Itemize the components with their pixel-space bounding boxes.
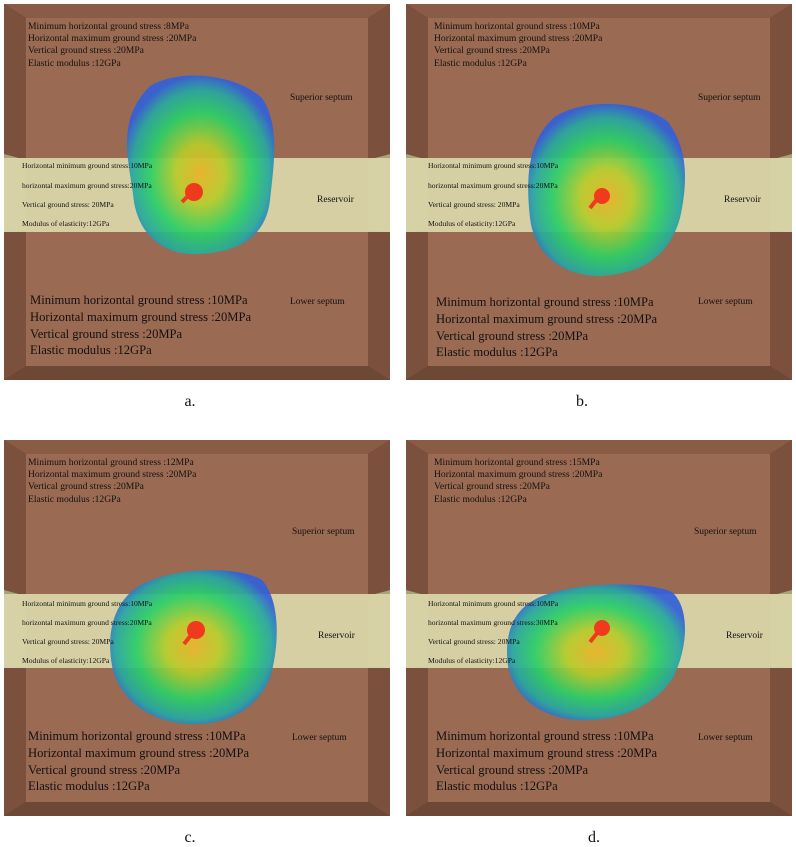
zone-label-lower: Lower septum bbox=[290, 297, 345, 307]
param-line: Elastic modulus :12GPa bbox=[28, 779, 150, 794]
caption-b: b. bbox=[576, 393, 588, 410]
param-line: Elastic modulus :12GPa bbox=[28, 57, 121, 69]
reservoir-param-2: horizontal maximum ground stress:20MPa bbox=[428, 181, 558, 190]
param-line: Elastic modulus :12GPa bbox=[436, 345, 558, 360]
reservoir-param-4: Modulus of elasticity:12GPa bbox=[22, 656, 110, 665]
lower-septum-params bbox=[28, 730, 249, 797]
param-line: Horizontal maximum ground stress :20MPa bbox=[434, 469, 603, 481]
param-line: Minimum horizontal ground stress :10MPa bbox=[436, 729, 654, 743]
reservoir-param-4: Modulus of elasticity:12GPa bbox=[428, 219, 516, 228]
reservoir-param-2: horizontal maximum ground stress:20MPa bbox=[22, 618, 152, 627]
reservoir-param-3: Vertical ground stress: 20MPa bbox=[428, 200, 520, 209]
reservoir-param-1: Horizontal minimum ground stress:10MPa bbox=[428, 599, 559, 608]
panel-d bbox=[406, 440, 792, 816]
param-line: Minimum horizontal ground stress :10MPa bbox=[434, 21, 600, 32]
reservoir-param-1: Horizontal minimum ground stress:10MPa bbox=[428, 161, 559, 170]
lower-septum-params bbox=[30, 294, 251, 361]
panel-c bbox=[4, 440, 390, 816]
param-line: Vertical ground stress :20MPa bbox=[434, 45, 550, 57]
param-line: Vertical ground stress :20MPa bbox=[434, 481, 550, 493]
param-line: Minimum horizontal ground stress :10MPa bbox=[28, 729, 246, 743]
reservoir-param-4: Modulus of elasticity:12GPa bbox=[22, 219, 110, 228]
param-line: Elastic modulus :12GPa bbox=[436, 779, 558, 794]
zone-label-lower: Lower septum bbox=[698, 733, 753, 743]
reservoir-param-1: Horizontal minimum ground stress:10MPa bbox=[22, 161, 153, 170]
param-line: Vertical ground stress :20MPa bbox=[30, 326, 183, 341]
param-line: Minimum horizontal ground stress :12MPa bbox=[28, 457, 194, 468]
superior-septum-params bbox=[434, 22, 602, 71]
caption-a: a. bbox=[184, 393, 196, 410]
param-line: Vertical ground stress :20MPa bbox=[436, 328, 589, 343]
param-line: Minimum horizontal ground stress :10MPa bbox=[30, 293, 248, 307]
param-line: Elastic modulus :12GPa bbox=[434, 57, 527, 69]
lower-septum-params bbox=[436, 296, 657, 363]
param-line: Elastic modulus :12GPa bbox=[30, 343, 152, 358]
reservoir-param-2: horizontal maximum ground stress:20MPa bbox=[22, 181, 152, 190]
superior-septum-params bbox=[434, 458, 602, 507]
param-line: Elastic modulus :12GPa bbox=[434, 493, 527, 505]
reservoir-param-4: Modulus of elasticity:12GPa bbox=[428, 656, 516, 665]
lower-septum-params bbox=[436, 730, 657, 797]
superior-septum-params bbox=[28, 458, 196, 507]
param-line: Horizontal maximum ground stress :20MPa bbox=[436, 311, 658, 326]
param-line: Horizontal maximum ground stress :20MPa bbox=[436, 745, 658, 760]
param-line: Vertical ground stress :20MPa bbox=[28, 481, 144, 493]
panel-a bbox=[4, 4, 390, 380]
param-line: Horizontal maximum ground stress :20MPa bbox=[28, 745, 250, 760]
param-line: Horizontal maximum ground stress :20MPa bbox=[28, 469, 197, 481]
reservoir-param-3: Vertical ground stress: 20MPa bbox=[22, 200, 114, 209]
zone-label-reservoir: Reservoir bbox=[318, 631, 355, 641]
reservoir-param-3: Vertical ground stress: 20MPa bbox=[22, 637, 114, 646]
zone-label-superior: Superior septum bbox=[694, 527, 757, 537]
fracture-cloud bbox=[110, 570, 277, 724]
param-line: Vertical ground stress :20MPa bbox=[28, 45, 144, 57]
zone-label-superior: Superior septum bbox=[698, 93, 761, 103]
param-line: Horizontal maximum ground stress :20MPa bbox=[434, 33, 603, 45]
zone-label-reservoir: Reservoir bbox=[317, 195, 354, 205]
reservoir-param-3: Vertical ground stress: 20MPa bbox=[428, 637, 520, 646]
param-line: Vertical ground stress :20MPa bbox=[28, 762, 181, 777]
reservoir-param-1: Horizontal minimum ground stress:10MPa bbox=[22, 599, 153, 608]
caption-c: c. bbox=[184, 829, 196, 846]
param-line: Minimum horizontal ground stress :10MPa bbox=[436, 295, 654, 309]
zone-label-lower: Lower septum bbox=[292, 733, 347, 743]
param-line: Horizontal maximum ground stress :20MPa bbox=[28, 33, 197, 45]
zone-label-reservoir: Reservoir bbox=[726, 631, 763, 641]
panel-b bbox=[406, 4, 792, 380]
param-line: Elastic modulus :12GPa bbox=[28, 493, 121, 505]
zone-label-superior: Superior septum bbox=[290, 93, 353, 103]
superior-septum-params bbox=[28, 22, 196, 71]
param-line: Minimum horizontal ground stress :8MPa bbox=[28, 21, 189, 32]
zone-label-lower: Lower septum bbox=[698, 297, 753, 307]
param-line: Vertical ground stress :20MPa bbox=[436, 762, 589, 777]
param-line: Horizontal maximum ground stress :20MPa bbox=[30, 309, 252, 324]
param-line: Minimum horizontal ground stress :15MPa bbox=[434, 457, 600, 468]
zone-label-reservoir: Reservoir bbox=[724, 195, 761, 205]
zone-label-superior: Superior septum bbox=[292, 527, 355, 537]
caption-d: d. bbox=[588, 829, 600, 846]
reservoir-param-2: horizontal maximum ground stress:30MPa bbox=[428, 618, 558, 627]
